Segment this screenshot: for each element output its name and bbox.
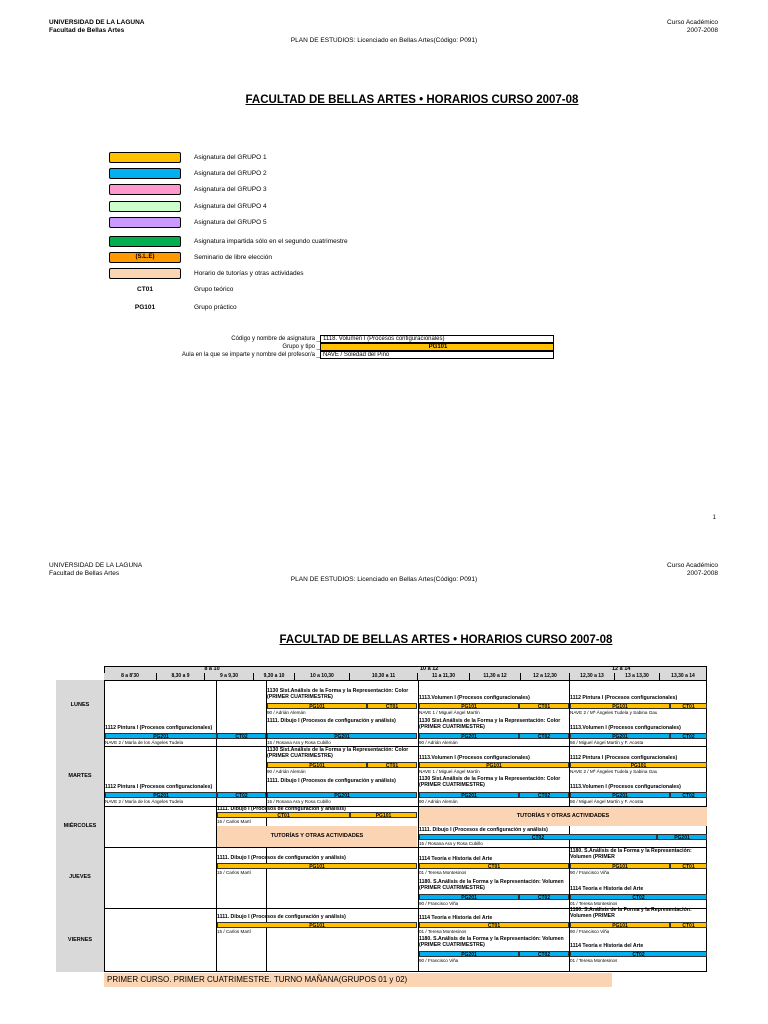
martes-class-3-prof: NAVE 2 / Mª Ángeles Tudela y Sabina Gau [570, 769, 658, 774]
martes-class-4-prof: NAVE 2 / María de los Ángeles Tudela [105, 799, 184, 804]
martes-class-7: 1113.Volumen I (Procesos configuracionales) [570, 784, 681, 790]
block-12-14: 12 a 14 [612, 666, 631, 672]
miercoles-tutorias-1: TUTORÍAS Y OTRAS ACTIVIDADES [217, 826, 417, 847]
course-year: 2007-2008 [686, 27, 718, 34]
lunes-class-5: 1111. Dibujo I (Procesos de configuración y análisis) [267, 718, 396, 724]
legend-label-3: Asignatura del GRUPO 3 [194, 186, 267, 193]
slot-header-1: 8 a 8'30 [104, 673, 157, 680]
jueves-class-5-prof: 01 / Teresa Montesinos [570, 901, 618, 906]
lunes-class-6-ct: CT02 [519, 733, 569, 739]
slot-header-9: 12 a 12,30 [521, 673, 570, 680]
legend-label-5: Asignatura del GRUPO 5 [194, 219, 267, 226]
jueves-class-1: 1111. Dibujo I (Procesos de configuración y análisis) [217, 855, 346, 861]
jueves-class-3-pg: PG101 [570, 863, 670, 869]
plan-title-2: PLAN DE ESTUDIOS: Licenciado en Bellas Artes(Código: P091) [290, 576, 478, 583]
schedule-title: FACULTAD DE BELLAS ARTES • HORARIOS CURSO 2007-08 [279, 634, 613, 646]
viernes-class-3: 1180. S.Análisis de la Forma y la Representación: Volumen (PRIMER [570, 907, 692, 919]
jueves-class-3-prof: 90 / Francisco Viña [570, 870, 610, 875]
miercoles-tutorias-2: TUTORÍAS Y OTRAS ACTIVIDADES [419, 807, 707, 826]
faculty-name-2: Facultad de Bellas Artes [49, 570, 120, 577]
jueves-class-5-ct: CT02 [570, 894, 707, 900]
legend-swatch-3 [109, 184, 181, 195]
day-jueves: JUEVES [56, 847, 104, 908]
lunes-class-6-prof: 90 / Adrián Alemán [419, 740, 458, 745]
sample-room: NAVE / Soledad del Pino [320, 351, 554, 359]
day-martes: MARTES [56, 746, 104, 806]
martes-class-1: 1130 Sist.Análisis de la Forma y la Representación: Color (PRIMER CUATRIMESTRE) [267, 747, 409, 759]
jueves-class-4-prof: 90 / Francisco Viña [419, 901, 459, 906]
lunes-class-3-pg: PG101 [570, 703, 670, 709]
jueves-class-4-ct: CT02 [519, 894, 569, 900]
viernes-class-2-ct: CT01 [419, 922, 569, 928]
day-miercoles: MIÉRCOLES [56, 806, 104, 847]
miercoles-class-2: 1111. Dibujo I (Procesos de configuración y análisis) [419, 827, 548, 833]
block-8-10: 8 a 10 [204, 666, 220, 672]
lunes-class-1-prof: 90 / Adrián Alemán [267, 710, 306, 715]
lunes-class-3-ct: CT01 [670, 703, 707, 709]
legend-label-6: Asignatura impartida sólo en el segundo cuatrimestre [194, 238, 348, 245]
footer-note: PRIMER CURSO. PRIMER CUATRIMESTRE. TURNO MAÑANA(GRUPOS 01 y 02) [104, 973, 612, 987]
legend-swatch-4 [109, 201, 181, 212]
page-number: 1 [712, 515, 716, 521]
martes-class-4: 1112 Pintura I (Procesos configuracionales) [105, 784, 213, 790]
plan-title: PLAN DE ESTUDIOS: Licenciado en Bellas Artes(Código: P091) [290, 37, 478, 44]
martes-class-2-prof: NAVE 1 / Miguel Ángel Martín [419, 769, 480, 774]
jueves-class-4: 1180. S.Análisis de la Forma y la Representación: Volumen (PRIMER CUATRIMESTRE) [419, 879, 564, 891]
jueves-class-2-ct: CT01 [419, 863, 569, 869]
slot-header-3: 9 a 9,30 [205, 673, 254, 680]
course-label: Curso Académico [667, 19, 718, 26]
legend-code-7: (S.L.E) [135, 254, 155, 260]
course-label-2: Curso Académico [667, 562, 718, 569]
lunes-class-7-ct: CT02 [670, 733, 707, 739]
jueves-class-5: 1114 Teoría e Historia del Arte [570, 886, 644, 892]
martes-class-2-pg: PG101 [419, 762, 569, 768]
martes-class-2: 1113.Volumen I (Procesos configuracionales) [419, 755, 530, 761]
miercoles-class-1: 1111. Dibujo I (Procesos de configuración y análisis) [217, 806, 346, 812]
viernes-class-3-pg: PG101 [570, 922, 670, 928]
jueves-class-4-pg: PG201 [419, 894, 519, 900]
viernes-class-4-ct: CT02 [519, 951, 569, 957]
miercoles-class-1-prof: 15 / Carlos Martí [217, 819, 251, 824]
sample-subject: 1118. Volumen I (Procesos configuracionales) [320, 335, 554, 343]
martes-class-6-pg: PG201 [419, 792, 519, 798]
lunes-class-5-prof: 15 / Rosana Ara y Rosa Cubillo [267, 740, 331, 745]
miercoles-class-2-pg: PG201 [657, 834, 707, 840]
legend-swatch-7 [109, 252, 181, 263]
martes-class-6-prof: 90 / Adrián Alemán [419, 799, 458, 804]
lunes-class-1: 1130 Sist.Análisis de la Forma y la Representación: Color (PRIMER CUATRIMESTRE) [267, 688, 409, 700]
university-name: UNIVERSIDAD DE LA LAGUNA [49, 19, 145, 26]
group-code-label-2: Grupo práctico [194, 304, 237, 311]
slot-header-5: 10 a 10,30 [295, 673, 350, 680]
martes-class-6-ct: CT02 [519, 792, 569, 798]
sample-label-group: Grupo y tipo _ [282, 344, 320, 350]
day-viernes: VIERNES [56, 908, 104, 972]
legend-label-8: Horario de tutorías y otras actividades [194, 270, 304, 277]
jueves-class-2-prof: 01 / Teresa Montesinos [419, 870, 467, 875]
slot-header-7: 11 a 11,30 [418, 673, 470, 680]
page-title: FACULTAD DE BELLAS ARTES • HORARIOS CURSO 2007-08 [245, 94, 579, 106]
martes-class-7-pg: PG201 [570, 792, 670, 798]
lunes-class-2-prof: NAVE 1 / Miguel Ángel Martín [419, 710, 480, 715]
lunes-class-2-ct: CT01 [519, 703, 569, 709]
group-code-2: PG101 [134, 304, 156, 311]
martes-class-7-ct: CT02 [670, 792, 707, 798]
martes-class-1-ct: CT01 [367, 762, 417, 768]
viernes-class-1: 1111. Dibujo I (Procesos de configuración y análisis) [217, 914, 346, 920]
lunes-class-7-pg: PG201 [570, 733, 670, 739]
lunes-class-4-pg: PG201 [105, 733, 217, 739]
lunes-class-4-ct: CT02 [217, 733, 266, 739]
viernes-class-5: 1114 Teoría e Historia del Arte [570, 943, 644, 949]
martes-class-6: 1130 Sist.Análisis de la Forma y la Representación: Color (PRIMER CUATRIMESTRE) [419, 776, 561, 788]
legend-label-1: Asignatura del GRUPO 1 [194, 154, 267, 161]
viernes-class-2: 1114 Teoría e Historia del Arte [419, 915, 493, 921]
slot-header-11: 13 a 13,30 [615, 673, 660, 680]
day-lunes: LUNES [56, 680, 104, 746]
sample-label-room: Aula en la que se imparte y nombre del profesor/a _ [181, 352, 320, 358]
martes-class-1-pg: PG101 [267, 762, 367, 768]
miercoles-class-1-pg: PG101 [350, 812, 417, 818]
course-year-2: 2007-2008 [686, 570, 718, 577]
slot-header-6: 10,30 a 11 [350, 673, 418, 680]
viernes-class-1-pg: PG101 [217, 922, 417, 928]
legend-swatch-6 [109, 236, 181, 247]
block-10-12: 10 a 12 [420, 666, 439, 672]
martes-class-7-prof: 56 / Miguel Ángel Martín y F. Acosta [570, 799, 644, 804]
sample-label-subject: Código y nombre de asignatura _ [231, 336, 320, 342]
martes-class-4-ct: CT02 [217, 792, 266, 798]
sample-group: PG101 [320, 343, 554, 351]
lunes-class-6-pg: PG201 [419, 733, 519, 739]
jueves-class-3: 1180. S.Análisis de la Forma y la Representación: Volumen (PRIMER [570, 848, 692, 860]
group-code-label-1: Grupo teórico [194, 286, 234, 293]
viernes-class-5-prof: 01 / Teresa Montesinos [570, 958, 618, 963]
slot-header-12: 13,30 a 14 [660, 673, 707, 680]
martes-class-5-pg: PG201 [267, 792, 417, 798]
lunes-class-5-pg: PG201 [267, 733, 417, 739]
lunes-class-3: 1112 Pintura I (Procesos configuracionales) [570, 695, 678, 701]
viernes-class-4: 1180. S.Análisis de la Forma y la Representación: Volumen (PRIMER CUATRIMESTRE) [419, 936, 564, 948]
legend-label-4: Asignatura del GRUPO 4 [194, 203, 267, 210]
jueves-class-3-ct: CT01 [670, 863, 707, 869]
slot-header-2: 8,30 a 9 [157, 673, 205, 680]
lunes-class-3-prof: NAVE 2 / Mª Ángeles Tudela y Sabina Gau [570, 710, 658, 715]
slot-header-10: 12,30 a 13 [570, 673, 615, 680]
lunes-class-2-pg: PG101 [419, 703, 519, 709]
legend-swatch-5 [109, 217, 181, 228]
lunes-class-1-ct: CT01 [367, 703, 417, 709]
faculty-name: Facultad de Bellas Artes [49, 27, 125, 34]
miercoles-class-1-ct: CT01 [217, 812, 350, 818]
miercoles-class-2-ct: CT02 [419, 834, 657, 840]
martes-class-3: 1112 Pintura I (Procesos configuracionales) [570, 755, 678, 761]
jueves-class-1-pg: PG101 [217, 863, 417, 869]
martes-class-3-pg: PG101 [570, 762, 707, 768]
legend-swatch-1 [109, 152, 181, 163]
group-code-1: CT01 [137, 286, 153, 293]
legend-label-2: Asignatura del GRUPO 2 [194, 170, 267, 177]
viernes-class-1-prof: 15 / Carlos Martí [217, 929, 251, 934]
lunes-class-4-prof: NAVE 2 / María de los Ángeles Tudela [105, 740, 184, 745]
legend-label-7: Seminario de libre elección [194, 254, 273, 261]
miercoles-class-2-prof: 15 / Rosana Ara y Rosa Cubillo [419, 841, 483, 846]
lunes-class-7: 1113.Volumen I (Procesos configuracionales) [570, 725, 681, 731]
legend-swatch-8 [109, 268, 181, 279]
legend-swatch-2 [109, 168, 181, 179]
martes-class-1-prof: 90 / Adrián Alemán [267, 769, 306, 774]
viernes-class-3-prof: 90 / Francisco Viña [570, 929, 610, 934]
lunes-class-1-pg: PG101 [267, 703, 367, 709]
jueves-class-1-prof: 15 / Carlos Martí [217, 870, 251, 875]
viernes-class-5-ct: CT02 [570, 951, 707, 957]
viernes-class-4-prof: 90 / Francisco Viña [419, 958, 459, 963]
viernes-class-4-pg: PG201 [419, 951, 519, 957]
lunes-class-7-prof: 56 / Miguel Ángel Martín y F. Acosta [570, 740, 644, 745]
viernes-class-2-prof: 01 / Teresa Montesinos [419, 929, 467, 934]
martes-class-4-pg: PG201 [105, 792, 217, 798]
slot-header-8: 11,30 a 12 [470, 673, 521, 680]
lunes-class-4: 1112 Pintura I (Procesos configuracionales) [105, 725, 213, 731]
martes-class-5-prof: 15 / Rosana Ara y Rosa Cubillo [267, 799, 331, 804]
martes-class-5: 1111. Dibujo I (Procesos de configuración y análisis) [267, 778, 396, 784]
slot-header-4: 9,30 a 10 [254, 673, 295, 680]
lunes-class-6: 1130 Sist.Análisis de la Forma y la Representación: Color (PRIMER CUATRIMESTRE) [419, 718, 561, 730]
lunes-class-2: 1113.Volumen I (Procesos configuracionales) [419, 695, 530, 701]
viernes-class-3-ct: CT01 [670, 922, 707, 928]
university-name-2: UNIVERSIDAD DE LA LAGUNA [49, 562, 143, 569]
jueves-class-2: 1114 Teoría e Historia del Arte [419, 856, 493, 862]
